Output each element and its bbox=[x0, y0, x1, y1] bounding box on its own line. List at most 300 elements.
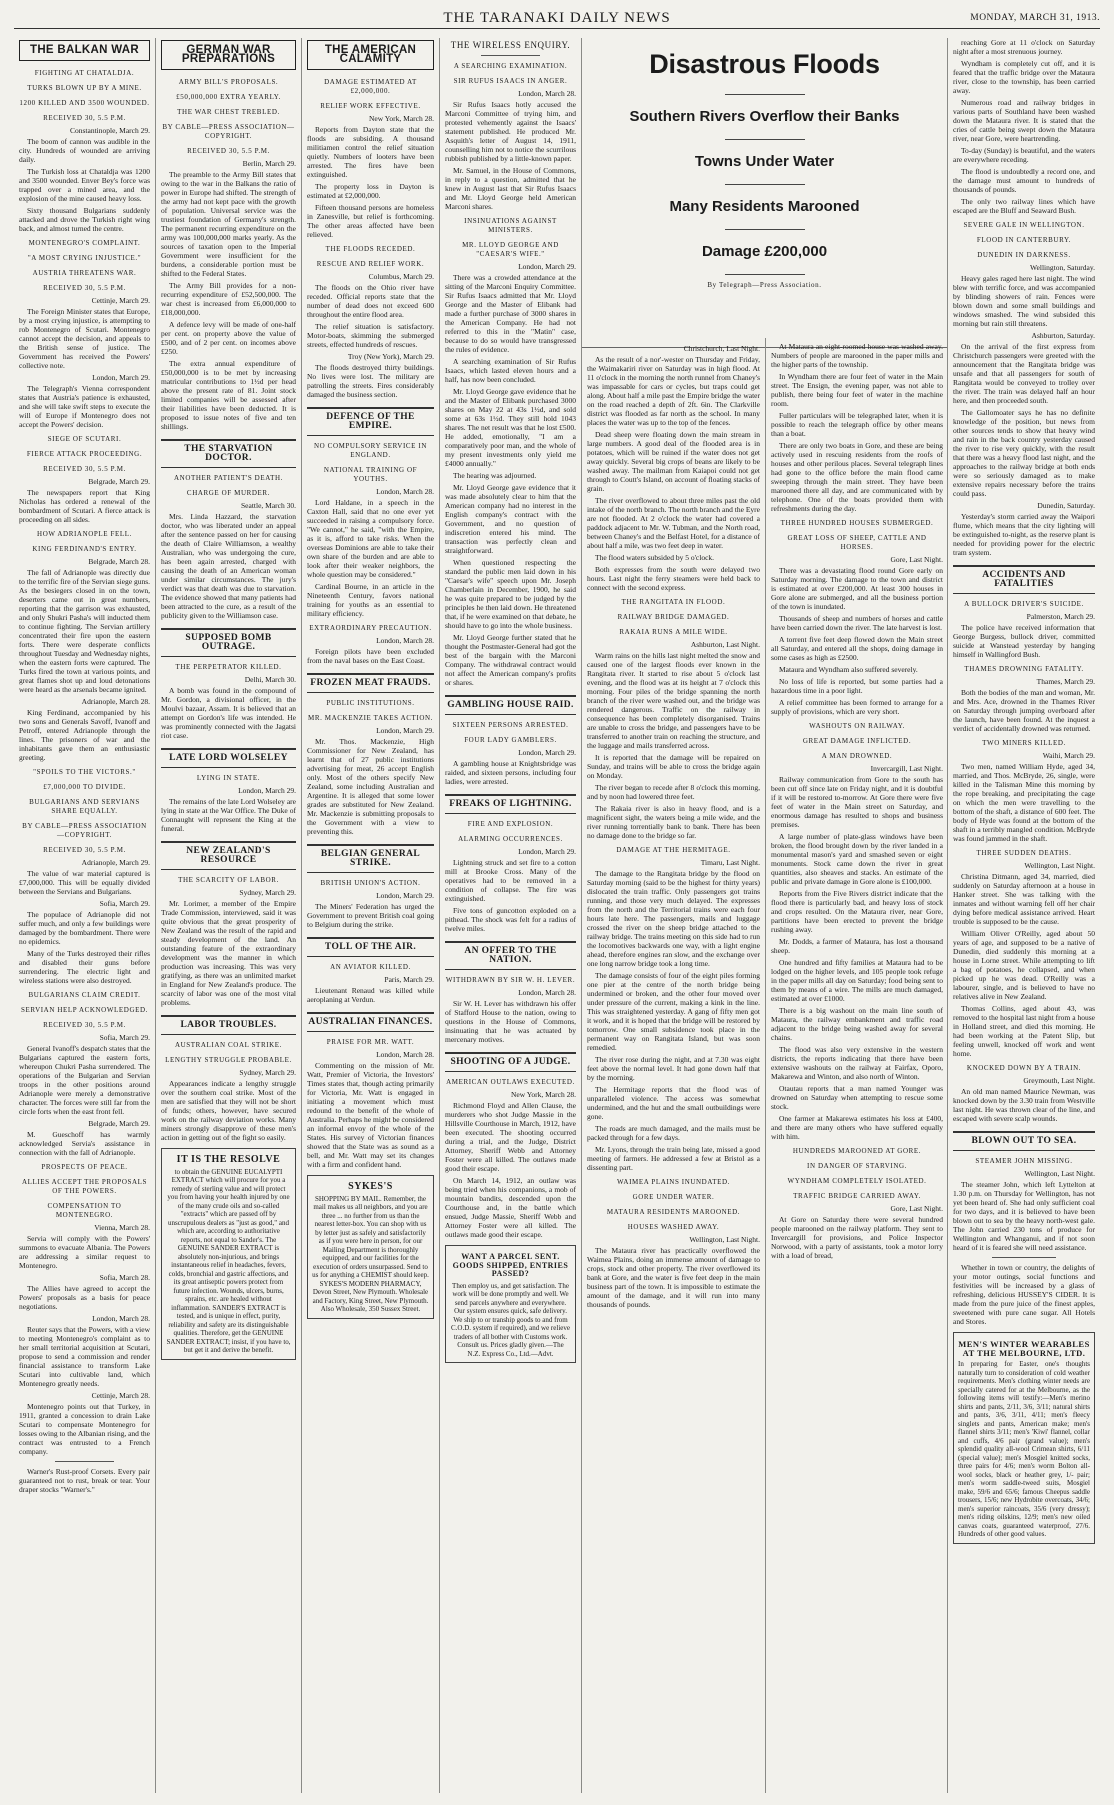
paragraph: Mataura and Wyndham also suffered severely. bbox=[779, 665, 918, 674]
paragraph: William Oliver O'Reilly, aged about 50 years of age, and supposed to be a native of Dunedin, died suddenly this morning at a house in Lorne street. While attempting to lift a bag of potatoes, he collapsed, and when picked up he was dead. O'Reilly was a labourer, single, and is believed to have no relatives alive in New Zealand. bbox=[953, 929, 1095, 1001]
dateline: Thames, March 29. bbox=[1036, 677, 1095, 686]
dateline: Sofia, March 29. bbox=[99, 899, 150, 908]
subhead: LENGTHY STRUGGLE PROBABLE. bbox=[165, 1056, 292, 1064]
paragraph: To-day (Sunday) is beautiful, and the waters are everywhere receding. bbox=[953, 146, 1095, 164]
subhead: GORE UNDER WATER. bbox=[632, 1193, 715, 1201]
paragraph: Lightning struck and set fire to a cotton mill at Brooke Cross. Many of the operatives had to be removed in a condition of collapse. The fire was extinguished. bbox=[445, 858, 576, 903]
paragraph: The roads are much damaged, and the mails must be packed through for a few days. bbox=[587, 1124, 760, 1142]
dateline: London, March 29. bbox=[376, 726, 434, 735]
paragraph: Sixty thousand Bulgarians suddenly attacked and drove the Turkish right wing back, and almost turned the centre. bbox=[19, 206, 150, 233]
dateline: Ashburton, Last Night. bbox=[690, 640, 760, 649]
paragraph: The extra annual expenditure of £50,000,000 is to be met by increasing matricular contributions to 1½d per head above the present rate of 81. Joint stock limited companies will be assessed after their liabilities have been deducted. It is proposed to issue notes of five and ten shillings. bbox=[161, 359, 296, 431]
paragraph: There are only two boats in Gore, and these are being actively used in rescuing residents from the roofs of houses and other perilous places. Several telegraph lines had gone to the office before the main flood came sweeping through the main street. They have been marooned there all day, and are communicated with by telephone. One of the boats provided them with refreshments during the day. bbox=[771, 441, 943, 513]
headline-damage: Damage £200,000 bbox=[701, 243, 828, 260]
paragraph: The boom of cannon was audible in the city. Hundreds of wounded are arriving daily. bbox=[19, 137, 150, 164]
subhead: A MAN DROWNED. bbox=[821, 752, 893, 760]
headline-towns-under-water: Towns Under Water bbox=[694, 153, 835, 170]
headline-belgian-strike: BELGIAN GENERAL STRIKE. bbox=[307, 844, 434, 873]
dateline: Delhi, March 30. bbox=[244, 675, 296, 684]
dateline: Belgrade, March 28. bbox=[88, 557, 150, 566]
paragraph: Otautau reports that a man named Younger was drowned on Saturday when attempting to rescue some stock. bbox=[771, 1084, 943, 1111]
dateline: London, March 28. bbox=[518, 89, 576, 98]
paragraph: The flood waters subsided by 5 o'clock. bbox=[595, 553, 715, 562]
headline-australian-finances: AUSTRALIAN FINANCES. bbox=[307, 1012, 434, 1032]
paragraph: The damage to the Rangitata bridge by the flood on Saturday morning (said to be the highest for thirty years) dislocated the train traffic. Only passengers got trains running, and those very much delayed. The expresses from the north and the Territorial trains were each four hours late here. The passengers, mails and luggage crossed the river on the sheep bridge attached to the railway bridge. The trains meeting on this side had to run the locomotives backwards one way, with a light engine ahead, therefore engines ran slow, and the exchange over one long narrow bridge took a long time. bbox=[587, 869, 760, 968]
paragraph: Christina Ditmann, aged 34, married, died suddenly on Saturday afternoon at a house in Hanker street. She was talking with the inmates and without warning fell off her chair dying before medical assistance arrived. Heart trouble is supposed to be the cause. bbox=[953, 872, 1095, 926]
subhead: THAMES DROWNING FATALITY. bbox=[964, 665, 1084, 673]
paragraph: A large number of plate-glass windows have been broken, the flood brought down by the river landed in a monumental mason's yard and smashed seven or eight monuments. Stock came down the river in great quantities, also sheaves and stacks. An estimate of the public and private damage in Gore alone is £100,000. bbox=[771, 832, 943, 886]
subhead: AN AVIATOR KILLED. bbox=[330, 963, 411, 971]
dateline: Invercargill, Last Night. bbox=[870, 764, 943, 773]
paragraph: There was a crowded attendance at the sitting of the Marconi Enquiry Committee. Sir Rufus Isaacs admitted that Mr. Lloyd George and the Master of Elibank had made a further purchase of 3000 shares in the American Company. He had not referred to this in the "Matin" case, because to do so would have transgressed the rules of evidence. bbox=[445, 273, 576, 354]
paragraph: The Rakaia river is also in heavy flood, and is a magnificent sight, the waters being a mile wide, and the river running torrentially bank to bank. There has been no damage done to the bridge so far. bbox=[587, 804, 760, 840]
subhead: NATIONAL TRAINING OF YOUTHS. bbox=[323, 466, 418, 483]
paragraph: Yesterday's storm carried away the Waipori flume, which means that the city lighting will be extinguished to-night, as the reserve plant is needed for providing power for the electric tram system. bbox=[953, 512, 1095, 557]
paragraph: The flood was also very extensive in the western districts, the reports indicating that there have been extensive washouts on the railway at Fairfax, Oporo, Makarewa and Winton, and also north of Winton. bbox=[771, 1045, 943, 1081]
paragraph: Mr. Lloyd George further stated that he thought the Postmaster-General had got the best of the bargain with the Marconi Company. The withdrawal contract would not affect the American company's profits or shares. bbox=[445, 633, 576, 687]
paragraph: A searching examination of Sir Rufus Isaacs, which lasted eleven hours and a half, has now been concluded. bbox=[445, 357, 576, 384]
subhead: MR. LLOYD GEORGE AND "CAESAR'S WIFE." bbox=[462, 241, 559, 258]
paragraph: reaching Gore at 11 o'clock on Saturday night after a most strenuous journey. bbox=[953, 38, 1095, 56]
headline-gambling-raid: GAMBLING HOUSE RAID. bbox=[445, 695, 576, 715]
subhead: "SPOILS TO THE VICTORS." bbox=[33, 768, 136, 776]
paragraph: The Allies have agreed to accept the Powers' proposals as a basis for peace negotiations. bbox=[19, 1284, 150, 1311]
divider bbox=[725, 229, 805, 230]
paragraph: In Wyndham there are four feet of water in the Main street. The Ensign, the evening paper, was not able to publish, there being four feet of water in the machine room. bbox=[771, 372, 943, 408]
headline-residents-marooned: Many Residents Marooned bbox=[669, 198, 860, 215]
dateline: Wellington, Last Night. bbox=[1024, 861, 1095, 870]
paragraph: Mr. Lorimer, a member of the Empire Trade Commission, interviewed, said it was quite obvious that the great prosperity of New Zealand was the result of the rapid and steady development of the land. An outstanding feature of the extraordinary development was the manner in which production was increasing. This was very gratifying, as there was an unlimited market in England for New Zealand's produce. The scarcity of labor was one of the most vital problems. bbox=[161, 899, 296, 1007]
subhead: STEAMER JOHN MISSING. bbox=[975, 1157, 1073, 1165]
dateline: Sydney, March 29. bbox=[239, 888, 296, 897]
subhead: THE PERPETRATOR KILLED. bbox=[175, 663, 282, 671]
paragraph: The Miners' Federation has urged the Government to prevent British coal going to Belgium during the strike. bbox=[307, 902, 434, 929]
paragraph: Reuter says that the Powers, with a view to meeting Montenegro's complaint as to her small territorial acquisition at Scutari, propose to send a commission and render financial assistance to transform Lake Scutari into cultivable land, which Montenegro greatly needs. bbox=[19, 1325, 150, 1388]
paragraph: The Foreign Minister states that Europe, by a most crying injustice, is attempting to rob Montenegro of Scutari. Montenegro cannot accept the decision, and appeals to the British sense of justice. The Government has received the Powers' collective note. bbox=[19, 307, 150, 370]
paragraph: Fifteen thousand persons are homeless in Zanesville, but relief is forthcoming. The other areas affected have been relieved. bbox=[307, 203, 434, 239]
subhead: MONTENEGRO'S COMPLAINT. bbox=[28, 239, 141, 247]
advert-text: Then employ us, and get satisfaction. The work will be done promptly and well. We send parcels anywhere and everywhere. Our system ensures quick, safe delivery. We ship to or tranship goods to and from C.O.D. system if required), and we relieve traders of all bother with Customs work. Consult us. Prices gladly given.—The N.Z. Express Co., Ltd.—Advt. bbox=[451, 1281, 570, 1358]
received-line: RECEIVED 30, 5.5 P.M. bbox=[43, 284, 126, 292]
dateline: Cettinje, March 29. bbox=[91, 296, 150, 305]
paragraph: The value of war material captured is £7,000,000. This will be equally divided between the Servians and Bulgarians. bbox=[19, 869, 150, 896]
headline-freaks-lightning: FREAKS OF LIGHTNING. bbox=[445, 794, 576, 814]
paragraph: Appearances indicate a lengthy struggle over the southern coal strike. Most of the men are satisfied that they will not be short of funds; others, however, have secured work on the railway deviation works. Many miners strongly disapprove of these men's action in getting out of the fight so easily. bbox=[161, 1079, 296, 1142]
paragraph: Numerous road and railway bridges in various parts of Southland have been washed down the Mataura river. It is stated that the cries of cattle being swept down the Mataura river, near Gore, were heartrending. bbox=[953, 98, 1095, 143]
paragraph: Fuller particulars will be telegraphed later, when it is possible to reach the telegraph office by other means than a boat. bbox=[771, 411, 943, 438]
paragraph: The property loss in Dayton is estimated at £2,000,000. bbox=[307, 182, 434, 200]
divider bbox=[725, 94, 805, 95]
paragraph: No loss of life is reported, but some parties had a hazardous time in a poor light. bbox=[771, 677, 943, 695]
paragraph: A torrent five feet deep flowed down the Main street all Saturday, and entered all the shops, doing damage in some cases as high as £2500. bbox=[771, 635, 943, 662]
subhead: ARMY BILL'S PROPOSALS. bbox=[178, 78, 279, 86]
headline-nz-resource: NEW ZEALAND'S RESOURCE bbox=[161, 841, 296, 870]
dateline: Christchurch, Last Night. bbox=[683, 344, 760, 353]
paragraph: Thousands of sheep and numbers of horses and cattle have been carried down the river. The late harvest is lost. bbox=[771, 614, 943, 632]
dateline: London, March 28. bbox=[518, 988, 576, 997]
dateline: Columbus, March 29. bbox=[368, 272, 434, 281]
subhead: FIRE AND EXPLOSION. bbox=[467, 820, 554, 828]
divider bbox=[725, 184, 805, 185]
paragraph: Heavy gales raged here last night. The wind blew with terrific force, and was accompanied by blinding showers of rain. Fences were blown down and some small buildings and windows smashed. The wind subsided this morning but rain still threatens. bbox=[953, 274, 1095, 328]
subhead: FIGHTING AT CHATALDJA. bbox=[34, 69, 135, 77]
paragraph: Reports from Dayton state that the floods are subsiding. A thousand militiamen control the relief situation quietly. Numbers of looters have been arrested. The fires have been extinguished. bbox=[307, 125, 434, 179]
subhead: MATAURA RESIDENTS MAROONED. bbox=[606, 1208, 741, 1216]
paragraph: An old man named Maurice Newman, was knocked down by the 3.30 train from Westville last night. He was thrown clear of the line, and escaped with severe scalp wounds. bbox=[953, 1087, 1095, 1123]
dateline: Paris, March 29. bbox=[384, 975, 434, 984]
dateline: London, March 29. bbox=[518, 748, 576, 757]
paragraph: Mr. Dodds, a farmer of Mataura, has lost a thousand sheep. bbox=[771, 937, 943, 955]
subhead: DAMAGE ESTIMATED AT £2,000,000. bbox=[324, 78, 417, 95]
subhead: NO COMPULSORY SERVICE IN ENGLAND. bbox=[314, 442, 427, 459]
dateline: Adrianople, March 29. bbox=[81, 858, 150, 867]
subhead: RELIEF WORK EFFECTIVE. bbox=[320, 102, 421, 110]
byline: By Telegraph—Press Association. bbox=[707, 281, 822, 289]
subhead: BRITISH UNION'S ACTION. bbox=[320, 879, 421, 887]
subhead: WAIMEA PLAINS INUNDATED. bbox=[617, 1178, 730, 1186]
dateline: New York, March 28. bbox=[511, 1090, 576, 1099]
dateline: Vienna, March 28. bbox=[94, 1223, 150, 1232]
column-german-war bbox=[156, 38, 302, 1793]
subhead: £50,000,000 EXTRA YEARLY. bbox=[176, 93, 281, 101]
paragraph: Mrs. Linda Hazzard, the starvation doctor, who was liberated under an appeal after the sentence passed on her for causing the death of Claire Williamson, a wealthy Australian, who was undergoing the cure, has been again arrested, charged with causing the death of an American woman under similar circumstances. The jury's verdict was that death was due to starvation. The evidence showed that many patients had been attracted to the cure, as a result of the publicity given to the Williamson case. bbox=[161, 512, 296, 620]
subhead: £7,000,000 TO DIVIDE. bbox=[43, 783, 126, 791]
received-line: RECEIVED 30, 5.5 P.M. bbox=[43, 114, 126, 122]
subhead: LYING IN STATE. bbox=[196, 774, 261, 782]
dateline: Seattle, March 30. bbox=[241, 501, 296, 510]
paragraph: The river overflowed to about three miles past the old intake of the north branch. The north branch and the Eyre are not flooded. At 2 o'clock the water had covered a paddock adjacent to Mr. W. Tubman, and the North road, between Chaney's and the Belfast Hotel, for a distance of about half a mile, was two feet deep in water. bbox=[587, 496, 760, 550]
paragraph: The Turkish loss at Chataldja was 1200 and 3500 wounded. Enver Bey's force was trapped over a mined area, and the explosion of the mine caused heavy loss. bbox=[19, 167, 150, 203]
paragraph: Two men, named William Hyde, aged 34, married, and Thos. McBryde, 26, single, were killed in the Talisman Mine this morning by the rope breaking, and precipitating the cage on which the men were travelling to the bottom of the shaft, a distance of 600 feet. The body of Hyde was found at the bottom of the shaft in a terribly mangled condition. McBryde was found jammed in the shaft. bbox=[953, 762, 1095, 843]
advert-text: to obtain the GENUINE EUCALYPTI EXTRACT which will procure for you a remedy of sterling value and will protect you from having your health injured by one of the many crude oils and so-called "extracts" which are passed off by unscrupulous dealers as "just as good," and which are, according to authoritative reports, not equal to Sander's. The GENUINE SANDER EXTRACT is absolutely non-injurious, and brings instantaneous relief in headaches, fevers, colds, bronchial and gastric affections, and its great antiseptic powers protect from future infection. Wounds, ulcers, burns, sprains, etc. are healed without inflammation. SANDER'S EXTRACT is tested, and is unique in effect, purity, reliability and safety are its distinguishable qualities. Therefore, get the GENUINE SANDER EXTRACT; insist, if you have to, but get it and derive the benefit. bbox=[166, 1167, 291, 1354]
advert-title: SYKES'S bbox=[348, 1181, 393, 1192]
paragraph: The river rose during the night, and at 7.30 was eight feet above the normal level. It had gone down half that by the morning. bbox=[587, 1055, 760, 1082]
subhead: THREE SUDDEN DEATHS. bbox=[976, 849, 1072, 857]
subhead: KNOCKED DOWN BY A TRAIN. bbox=[966, 1064, 1082, 1072]
paragraph: The floods on the Ohio river have receded. Official reports state that the number of dead does not exceed 600 throughout the entire flood area. bbox=[307, 283, 434, 319]
paragraph: The fall of Adrianople was directly due to the terrific fire of the Servian siege guns. As the besiegers closed in on the town, deserters came out in great numbers, reporting that the garrison was exhausted, and only Shukri Pasha's will inducted them to continue fighting. The Servian artillery concentrated their fire upon the eastern forts. There were desperate conflicts throughout Tuesday and Wednesday nights, when the eastern forts were captured. The Turks fired the town at various points, and great flames shot up and loud detonations were heard as the arsenals became ignited. bbox=[19, 568, 150, 694]
dateline: Sofia, March 29. bbox=[99, 1033, 150, 1042]
paragraph: There is a big washout on the main line south of Mataura, the railway embankment and traffic road adjacent to the bridge being washed away for several chains. bbox=[771, 1006, 943, 1042]
headline-shooting-judge: SHOOTING OF A JUDGE. bbox=[445, 1052, 576, 1072]
subhead: SIXTEEN PERSONS ARRESTED. bbox=[452, 721, 569, 729]
subhead: BULGARIANS AND SERVIANS SHARE EQUALLY. bbox=[29, 798, 140, 815]
subhead: ALARMING OCCURRENCES. bbox=[458, 835, 563, 843]
paragraph: Cardinal Bourne, in an article in the Nineteenth Century, favors national training for youths as an essential to military efficiency. bbox=[307, 582, 434, 618]
headline-wireless-enquiry: THE WIRELESS ENQUIRY. bbox=[450, 40, 571, 50]
subhead: SEVERE GALE IN WELLINGTON. bbox=[963, 221, 1085, 229]
dateline: Berlin, March 29. bbox=[242, 159, 296, 168]
paragraph: A relief committee has been formed to arrange for a supply of provisions, which are very short. bbox=[771, 698, 943, 716]
column-accidents bbox=[948, 38, 1100, 1793]
dateline: Belgrade, March 29. bbox=[88, 1119, 150, 1128]
subhead: MR. MACKENZIE TAKES ACTION. bbox=[308, 714, 433, 722]
paragraph: There was a devastating flood round Gore early on Saturday morning. The damage to the town and district is estimated at over £200,000. At least 300 houses in Gore alone are submerged, and all the business portion of the town is inundated. bbox=[771, 566, 943, 611]
subhead: WASHOUTS ON RAILWAY. bbox=[809, 722, 905, 730]
subhead: RESCUE AND RELIEF WORK. bbox=[316, 260, 425, 268]
subhead: FIERCE ATTACK PROCEEDING. bbox=[26, 450, 143, 458]
headline-labor-troubles: LABOR TROUBLES. bbox=[161, 1015, 296, 1035]
paragraph: Richmond Floyd and Allen Clause, the murderers who shot Judge Massie in the Hillsville Courthouse in March, 1912, have been executed. The shooting occurred during a trial, and the Judge, District Attorney, Sheriff Webb and Attorney Foster were all killed. The outlaws made good their escape. bbox=[445, 1101, 576, 1173]
headline-blown-out-to-sea: BLOWN OUT TO SEA. bbox=[953, 1131, 1095, 1151]
dateline: Ashburton, Saturday. bbox=[1031, 331, 1095, 340]
floods-headline-block bbox=[582, 48, 947, 348]
subhead: WYNDHAM COMPLETELY ISOLATED. bbox=[787, 1177, 927, 1185]
subhead: DUNEDIN IN DARKNESS. bbox=[977, 251, 1071, 259]
dateline: Sydney, March 29. bbox=[239, 1068, 296, 1077]
floods-column-a bbox=[582, 338, 766, 1793]
cable-line: BY CABLE—PRESS ASSOCIATION—COPYRIGHT. bbox=[22, 822, 147, 839]
paragraph: Railway communication from Gore to the south has been cut off since late on Friday night, and it is doubtful if it will be restored to-morrow. At Gore there were five feet of water in the Main street on Saturday, and enormous damage has resulted to shops and business premises. bbox=[771, 775, 943, 829]
dateline: London, March 28. bbox=[376, 487, 434, 496]
subhead: A BULLOCK DRIVER'S SUICIDE. bbox=[964, 600, 1084, 608]
paragraph: Mr. Lloyd George gave evidence that he and the Master of Elibank purchased 3000 shares on May 22 at 43s 1½d, and sold some at 63s 1½d. They still hold 1043 shares. The net result was that he lost £500. He added, emotionally, "I am a comparatively poor man, and the whole of my present investments only yield me £4000 annually." bbox=[445, 387, 576, 468]
paragraph: One farmer at Makarewa estimates his loss at £400, and there are many others who have suffered equally with him. bbox=[771, 1114, 943, 1141]
subhead: BULGARIANS CLAIM CREDIT. bbox=[28, 991, 141, 999]
paragraph: General Ivanoff's despatch states that the Bulgarians captured the eastern forts, whereupon Chukri Pasha surrendered. The operations of the Bulgarian and Servian troops in the other positions around Adrianople were merely a demonstrative character. The forces were still far from the circle forts when the east front fell. bbox=[19, 1044, 150, 1116]
divider bbox=[725, 274, 805, 275]
paragraph: Commenting on the mission of Mr. Watt, Premier of Victoria, the Investors' Times states that, though acting primarily for Victoria, Mr. Watt is engaged in initiating a movement which must redound to the benefit of the whole of Australia. Perhaps he might be considered an informal envoy of the whole of the States. His survey of Victorian finances showed that the State was as sound as a bell, and Mr. Watt may set its changes with a firm and confident hand. bbox=[307, 1061, 434, 1169]
subhead: GREAT LOSS OF SHEEP, CATTLE AND HORSES. bbox=[787, 534, 927, 551]
subhead: TURKS BLOWN UP BY A MINE. bbox=[27, 84, 142, 92]
paragraph: The Mataura river has practically overflowed the Waimea Plains, doing an immense amount of damage to crops, stock and other property. The river overflowed its bank at Gore, and the water is five feet deep in the main business part of the town. It is impossible to estimate the amount of the damage, and it will run into many thousands of pounds. bbox=[587, 1246, 760, 1309]
dateline: Adrianople, March 28. bbox=[81, 697, 150, 706]
subhead: RAILWAY BRIDGE DAMAGED. bbox=[617, 613, 730, 621]
subhead: THE FLOODS RECEDED. bbox=[325, 245, 416, 253]
subhead: 1200 KILLED AND 3500 WOUNDED. bbox=[19, 99, 150, 107]
advert-sykes bbox=[307, 1175, 434, 1319]
masthead bbox=[14, 8, 1100, 29]
advert-corsets: Warner's Rust-proof Corsets. Every pair guaranteed not to rust, break or tear. Your draper stocks "Warner's." bbox=[19, 1467, 150, 1494]
dateline: Gore, Last Night. bbox=[890, 555, 943, 564]
dateline: London, March 28. bbox=[376, 1050, 434, 1059]
subhead: DAMAGE AT THE HERMITAGE. bbox=[616, 846, 731, 854]
newspaper-title: THE TARANAKI DAILY NEWS bbox=[443, 9, 671, 26]
headline-toll-air: TOLL OF THE AIR. bbox=[307, 937, 434, 957]
paragraph: Five tons of guncotton exploded on a pithead. The shock was felt for a radius of twelve miles. bbox=[445, 906, 576, 933]
subhead: KING FERDINAND'S ENTRY. bbox=[32, 545, 137, 553]
received-line: RECEIVED 30, 5.5 P.M. bbox=[43, 1021, 126, 1029]
paragraph: Many of the Turks destroyed their rifles and disabled their guns before surrendering. The electric light and wireless stations were also destroyed. bbox=[19, 949, 150, 985]
subhead: THE WAR CHEST TREBLED. bbox=[177, 108, 280, 116]
paragraph: Dead sheep were floating down the main stream in large numbers. A good deal of the flooded area is in potatoes, which will be ruined if the water does not get away quickly. Several big crops of beans are likely to be washed away. The mailman from Kaiapoi could not get through to Coutt's Island, on account of floating stacks of grain. bbox=[587, 430, 760, 493]
paragraph: The remains of the late Lord Wolseley are lying in state at the War Office. The Duke of Connaught will represent the King at the funeral. bbox=[161, 797, 296, 833]
paragraph: M. Gueschoff has warmly acknowledged Servia's assistance in connection with the fall of Adrianople. bbox=[19, 1130, 150, 1157]
paragraph: A bomb was found in the compound of Mr. Gordon, a divisional officer, in the Moulvi bazaar, Assam. It is believed that an attempt on Gordon's life was intended. He was prominently connected with the Jagatsi riot case. bbox=[161, 686, 296, 740]
paragraph: The floods destroyed thirty buildings. No lives were lost. The military are patrolling the streets. Fires considerably damaged the business section. bbox=[307, 363, 434, 399]
paragraph: It is reported that the damage will be repaired on Sunday, and trains will be able to cross the bridge again on Monday. bbox=[587, 753, 760, 780]
headline-accidents-fatalities: ACCIDENTS AND FATALITIES bbox=[953, 565, 1095, 594]
subhead: TRAFFIC BRIDGE CARRIED AWAY. bbox=[793, 1192, 921, 1200]
subhead: PUBLIC INSTITUTIONS. bbox=[326, 699, 415, 707]
divider bbox=[55, 1461, 114, 1462]
paragraph: Foreign pilots have been excluded from the naval bases on the East Coast. bbox=[307, 647, 434, 665]
dateline: Constantinople, March 29. bbox=[70, 126, 150, 135]
subhead: EXTRAORDINARY PRECAUTION. bbox=[309, 624, 432, 632]
advert-eucalypti bbox=[161, 1148, 296, 1360]
dateline: Sofia, March 28. bbox=[99, 1273, 150, 1282]
headline-frozen-meat: FROZEN MEAT FRAUDS. bbox=[307, 673, 434, 693]
divider bbox=[992, 1257, 1056, 1258]
dateline: Palmerston, March 29. bbox=[1026, 612, 1095, 621]
columns bbox=[14, 38, 1100, 1793]
dateline: Cettinje, March 28. bbox=[91, 1391, 150, 1400]
paragraph: The river began to recede after 8 o'clock this morning, and by noon had lowered three feet. bbox=[587, 783, 760, 801]
paragraph: Wyndham is completely cut off, and it is feared that the traffic bridge over the Mataura river, close to the township, has been carried away. bbox=[953, 59, 1095, 95]
paragraph: Both the bodies of the man and woman, Mr. and Mrs. Ace, drowned in the Thames River on Saturday through jumping overboard after the launch, have been found. At the inquest a verdict of accidentally drowned was returned. bbox=[953, 688, 1095, 733]
subhead: COMPENSATION TO MONTENEGRO. bbox=[47, 1202, 122, 1219]
dateline: Timaru, Last Night. bbox=[700, 858, 760, 867]
subhead: SIR RUFUS ISAACS IN ANGER. bbox=[453, 77, 568, 85]
dateline: Wellington, Saturday. bbox=[1030, 263, 1095, 272]
advert-cider: Whether in town or country, the delights of your motor outings, social functions and festivities will be increased by a glass of refreshing, delicious HUSSEY'S CIDER. It is made from the pure juice of the finest apples, sweetened with pure cane sugar. All Hotels and Stores. bbox=[953, 1263, 1095, 1326]
dateline: London, March 29. bbox=[518, 262, 576, 271]
subhead: THREE HUNDRED HOUSES SUBMERGED. bbox=[780, 519, 934, 527]
advert-title: MEN'S WINTER WEARABLES AT THE MELBOURNE, LTD. bbox=[958, 1339, 1090, 1358]
column-american-calamity bbox=[302, 38, 440, 1793]
subhead: PROSPECTS OF PEACE. bbox=[41, 1163, 128, 1171]
dateline: Wellington, Last Night. bbox=[689, 1235, 760, 1244]
paragraph: Mr. Lloyd George gave evidence that it was made absolutely clear to him that the American company had no interest in the English company's contract with the Government, and no question of indiscretion entered his mind. The transaction was perfectly clean and straightforward. bbox=[445, 483, 576, 555]
dateline: New York, March 28. bbox=[369, 114, 434, 123]
column-wireless-enquiry bbox=[440, 38, 582, 1793]
headline-bomb-outrage: SUPPOSED BOMB OUTRAGE. bbox=[161, 628, 296, 657]
paragraph: The Hermitage reports that the flood was of unparalleled violence. The access was somewhat undermined, and the hut and the small outbuildings were gone. bbox=[587, 1085, 760, 1121]
dateline: Gore, Last Night. bbox=[890, 1204, 943, 1213]
advert-melbourne bbox=[953, 1332, 1095, 1544]
dateline: London, March 28. bbox=[92, 1314, 150, 1323]
paragraph: The Gallomoater says he has no definite knowledge of the position, but news from other sources tends to show that heavy wind and rain in the back country yesterday caused the river to rise very quickly, with the result that there was a heavy flood last night, and the approaches to the railway bridge at both ends were so seriously damaged as to make extensive repairs necessary before the trains could pass. bbox=[953, 408, 1095, 498]
paragraph: The only two railway lines which have escaped are the Bluff and Seaward Bush. bbox=[953, 197, 1095, 215]
advert-title: WANT A PARCEL SENT. GOODS SHIPPED, ENTRIES PASSED? bbox=[452, 1252, 569, 1278]
headline-american-calamity: THE AMERICAN CALAMITY bbox=[307, 40, 434, 70]
headline-lord-wolseley: LATE LORD WOLSELEY bbox=[161, 748, 296, 768]
subhead: HOW ADRIANOPLE FELL. bbox=[37, 530, 132, 538]
received-line: RECEIVED 30, 5.5 P.M. bbox=[187, 147, 270, 155]
paragraph: King Ferdinand, accompanied by his two sons and Generals Savoff, Ivanoff and Petroff, entered Adrianople through the lines. The prisoners of war and the inhabitants gave them an enthusiastic greeting. bbox=[19, 708, 150, 762]
subhead: WITHDRAWN BY SIR W. H. LEVER. bbox=[445, 976, 576, 984]
subhead: HUNDREDS MAROONED AT GORE. bbox=[792, 1147, 922, 1155]
received-line: RECEIVED 30, 5.5 P.M. bbox=[43, 465, 126, 473]
headline-offer-nation: AN OFFER TO THE NATION. bbox=[445, 941, 576, 970]
advert-text: SHOPPING BY MAIL. Remember, the mail makes us all neighbors, and you are three ... no further from us than the nearest letter-box. You can shop with us by letter just as safely and satisfactorily as if you were here in person, for our Mailing Department is thoroughly equipped, and our facilities for the execution of orders unsurpassed. Send to us for anything a CHEMIST should keep. SYKES'S MODERN PHARMACY, Devon Street, New Plymouth. Wholesale and Factory, King Street, New Plymouth. Also Wholesale, 350 Sussex Street. bbox=[312, 1194, 429, 1313]
paragraph: Lieutenant Renaud was killed while aeroplaning at Verdun. bbox=[307, 986, 434, 1004]
paragraph: One hundred and fifty families at Mataura had to be lodged on the higher levels, and 105 people took refuge in the paper mills all day on Saturday; food being sent to them by means of a wire. The mills are much damaged, estimated at over £1000. bbox=[771, 958, 943, 1003]
paragraph: The preamble to the Army Bill states that owing to the war in the Balkans the ratio of power in Europe had shifted. The strength of the army had not kept pace with the growth of population. Universal service was the trustiest foundation of Germany's strength. The permanent recurring expenditure on the army was 100,000,000 marks yearly. As the sources of taxation open to the Imperial Government were insufficient for the burdens, a considerable portion must be shifted to the Federal States. bbox=[161, 170, 296, 278]
dateline: Dunedin, Saturday. bbox=[1037, 501, 1095, 510]
dateline: London, March 28. bbox=[376, 636, 434, 645]
paragraph: Sir W. H. Lever has withdrawn his offer of Stafford House to the nation, owing to questions in the House of Commons, insinuating that he was actuated by mercenary motives. bbox=[445, 999, 576, 1044]
paragraph: Servia will comply with the Powers' summons to evacuate Albania. The Powers are addressing a similar request to Montenegro. bbox=[19, 1234, 150, 1270]
advert-title: IT IS THE RESOLVE bbox=[176, 1154, 281, 1165]
dateline: London, March 29. bbox=[376, 891, 434, 900]
paragraph: The relief situation is satisfactory. Motor-boats, skimming the submerged streets, effected hundreds of rescues. bbox=[307, 322, 434, 349]
subhead: RAKAIA RUNS A MILE WIDE. bbox=[619, 628, 728, 636]
paragraph: At Gore on Saturday there were several hundred people marooned on the railway platform. They sent to Invercargill for provisions, and Police Inspector Norwood, with a party of assistants, took a motor lorry with a load of bread, bbox=[771, 1215, 943, 1260]
advert-text: In preparing for Easter, one's thoughts naturally turn to consideration of cold weather requirements. Men's clothing winter needs are specially catered for at the Melbourne, as the following items will testify:—Men's merino shirts and pants, 2/11, 3/6, 3/11; natural shirts and pants, 3/6, 3/11, 4/11; men's fleecy singlets and pants, American make; men's flannel shirts 3/11; men's 'Kiwi' flannel, collar and cuffs, 4/6 pair (grand value); men's splendid quality all-wool Crimean shirts, 6/11 (special value); men's Mosgiel knitted socks, three pairs for 4/6; men's worm Bolton all-wool socks, black or heather grey, 1/- pair; men's worm saddle-tweed suits, Mosgiel make, 59/6 and 65/6; famous Cheepus saddle trousers, 15/6; new Hydrobite overcoats, 34/6; men's superior raincoats, 35/6 (very dressy); men's riding oilskins, 12/9; men's new oiled canvas coats, guaranteed waterproof, 27/6. Hundreds of other good values. bbox=[958, 1360, 1090, 1538]
subhead: SERVIAN HELP ACKNOWLEDGED. bbox=[21, 1006, 148, 1014]
paragraph: Both expresses from the south were delayed two hours. Last night the ferry steamers were held back to connect with the second express. bbox=[587, 565, 760, 592]
paragraph: Reports from the Five Rivers district indicate that the flood there is particularly bad, and heavy loss of stock and crops resulted. On the Mataura river, near Gore, partitions have been erected to prevent the bridge rushing away. bbox=[771, 889, 943, 934]
subhead: AUSTRIA THREATENS WAR. bbox=[32, 269, 137, 277]
paragraph: As the result of a nor'-wester on Thursday and Friday, the Waimakariri river on Saturday was in high flood. At 11 o'clock in the morning the north runnel from Chaney's was impassable for cars or cycles, but traps could get along. About half a mile past the Empire bridge the water on the road reached a depth of 2ft. 6in. The Clarkville district was flooded as far north as the school. In many places the water was up to the top of the fences. bbox=[587, 355, 760, 427]
subhead: THE SCARCITY OF LABOR. bbox=[178, 876, 279, 884]
subhead: A SEARCHING EXAMINATION. bbox=[453, 62, 568, 70]
subhead: THE RANGITATA IN FLOOD. bbox=[621, 598, 726, 606]
paragraph: The police have received information that George Burgess, bullock driver, committed suicide at Wanstead yesterday by hanging himself in Wallingford Bush. bbox=[953, 623, 1095, 659]
paragraph: The newspapers report that King Nicholas has ordered a renewal of the bombardment of Scutari. A fierce attack is proceeding on all sides. bbox=[19, 488, 150, 524]
paragraph: The Telegraph's Vienna correspondent states that Austria's patience is exhausted, and she will take swift steps to execute the will of Europe if Montenegro does not accept the Powers' decision. bbox=[19, 384, 150, 429]
paragraph: Thomas Collins, aged about 43, was removed to the hospital last night from a house in Holland street, and died this morning. He had been working at the Patent Slip, but feeling unwell, knocked off work and went home. bbox=[953, 1004, 1095, 1058]
dateline: London, March 29. bbox=[92, 373, 150, 382]
dateline: Greymouth, Last Night. bbox=[1023, 1076, 1095, 1085]
headline-balkan-war: THE BALKAN WAR bbox=[19, 40, 150, 61]
paragraph: The steamer John, which left Lyttelton at 1.30 p.m. on Thursday for Wellington, has not yet been heard of. She had only sufficient coal for two days, and it is believed to have been blown out to sea by the heavy north-west gale. The John carried 230 tons of produce for Wellington and Whanganui, and if not soon heard of it is feared she will need assistance. bbox=[953, 1180, 1095, 1252]
subhead: FLOOD IN CANTERBURY. bbox=[976, 236, 1072, 244]
subhead: ALLIES ACCEPT THE PROPOSALS OF THE POWERS. bbox=[21, 1178, 148, 1195]
paragraph: The Army Bill provides for a non-recurring expenditure of £52,500,000. The war chest is increased from £6,000,000 to £18,000,000. bbox=[161, 281, 296, 317]
dateline: Troy (New York), March 29. bbox=[347, 352, 434, 361]
subhead: AMERICAN OUTLAWS EXECUTED. bbox=[446, 1078, 575, 1086]
paragraph: Mr. Samuel, in the House of Commons, in reply to a question, admitted that he knew in August last that Sir Rufus Isaacs and Mr. Lloyd George held American Marconi shares. bbox=[445, 166, 576, 211]
paragraph: Lord Haldane, in a speech in the Caxton Hall, said that no one ever yet succeeded in raising a compulsory force. "We cannot," he said, "with the Empire, as it is, afford to take risks. When the overseas Dominions are able to take their own share of the burden and are able to look after their weaker neighbors, the whole question may be considered." bbox=[307, 498, 434, 579]
dateline: Waihi, March 29. bbox=[1042, 751, 1095, 760]
subhead: AUSTRALIAN COAL STRIKE. bbox=[174, 1041, 283, 1049]
subhead: PRAISE FOR MR. WATT. bbox=[326, 1038, 415, 1046]
paragraph: On March 14, 1912, an outlaw was being tried when his companions, a mob of mountain bandits, descended upon the Courthouse and, in the battle which ensued, Judge Massie, Sheriff Webb and Attorney Foster were all killed. The outlaws made good their escape. bbox=[445, 1176, 576, 1239]
paragraph: When questioned respecting the standard the public men laid down in his "Caesar's wife" speech upon Mr. Joseph Chamberlain in December, 1900, he said he was quite prepared to be judged by the principles he then laid down. He threatened that, if he were examined on that debate, he should have to go into the whole business. bbox=[445, 558, 576, 630]
paragraph: The hearing was adjourned. bbox=[453, 471, 537, 480]
advert-express-co bbox=[445, 1245, 576, 1363]
headline-southern-rivers: Southern Rivers Overflow their Banks bbox=[629, 108, 900, 125]
subhead: HOUSES WASHED AWAY. bbox=[627, 1223, 720, 1231]
headline-german-war: GERMAN WAR PREPARATIONS bbox=[161, 40, 296, 70]
paragraph: The populace of Adrianople did not suffer much, and only a few buildings were damaged by the bombardment. There were no epidemics. bbox=[19, 910, 150, 946]
paragraph: A gambling house at Knightsbridge was raided, and sixteen persons, including four ladies, were arrested. bbox=[445, 759, 576, 786]
subhead: "A MOST CRYING INJUSTICE." bbox=[27, 254, 142, 262]
dateline: London, March 29. bbox=[518, 847, 576, 856]
divider bbox=[481, 55, 540, 56]
column-disastrous-floods bbox=[582, 38, 948, 1793]
paragraph: A defence levy will be made of one-half per cent. on property above the value of £500, and of 2 per cent. on incomes above £250. bbox=[161, 320, 296, 356]
paragraph: The damage consists of four of the eight piles forming one pier at the centre of the north bridge being undermined or broken, and the other four moved over under pressure of the current, making a kink in the line. This was straightened yesterday. A gang of fifty men got it work, and it is hoped that the bridge will be restored by tomorrow. One small subsidence took place in the permanent way on Rangitata Island, but was soon remedied. bbox=[587, 971, 760, 1052]
received-line: RECEIVED 30, 5.5 P.M. bbox=[43, 846, 126, 854]
subhead: SIEGE OF SCUTARI. bbox=[47, 435, 122, 443]
paragraph: Mr. Lyons, through the train being late, missed a good meeting of farmers. He addressed a few at Bristol as a dissenting part. bbox=[587, 1145, 760, 1172]
subhead: ANOTHER PATIENT'S DEATH. bbox=[174, 474, 283, 482]
paragraph: On the arrival of the first express from Christchurch passengers were greeted with the announcement that the Rangitata bridge was unsafe and that all passengers for south of Rangitata would be conveyed to trolley over the river. The train was delayed half an hour here, and then proceeded south. bbox=[953, 342, 1095, 405]
divider bbox=[725, 139, 805, 140]
headline-defence-empire: DEFENCE OF THE EMPIRE. bbox=[307, 407, 434, 436]
subhead: GREAT DAMAGE INFLICTED. bbox=[802, 737, 912, 745]
subhead: IN DANGER OF STARVING. bbox=[807, 1162, 907, 1170]
cable-line: BY CABLE—PRESS ASSOCIATION—COPYRIGHT. bbox=[162, 123, 295, 140]
issue-date: MONDAY, MARCH 31, 1913. bbox=[970, 13, 1100, 23]
headline-disastrous-floods: Disastrous Floods bbox=[649, 49, 880, 79]
paragraph: Warm rains on the hills last night melted the snow and caused one of the largest floods ever known in the Rangitata river. It started to rise about 5 o'clock last evening, and the flood was at its height at 7 o'clock this morning. Four piles of the bridge spanning the north branch of the river were washed out, and the bridge was rendered dangerous. Traffic on the railway in consequence has been completely disorganised. Trains are unable to cross the bridge, and passengers have to be transferred to another train on reaching the structure, and the luggage and mails transferred across. bbox=[587, 651, 760, 750]
paragraph: Montenegro points out that Turkey, in 1911, granted a concession to drain Lake Scutari to compensate Montenegro for losses owing to the Albanian rising, and the contract was entrusted to a French company. bbox=[19, 1402, 150, 1456]
floods-column-b bbox=[766, 338, 948, 1793]
paragraph: At Mataura an eight-roomed house was washed away. Numbers of people are marooned in the paper mills and the higher parts of the township. bbox=[771, 342, 943, 369]
paragraph: Sir Rufus Isaacs hotly accused the Marconi Committee of trying him, and protested vehemently against the Isaacs' statement published. He produced Mr. Asquith's letter of August 14, 1911, counselling him not to notice the scurrilous rubbish published by a little-known paper. bbox=[445, 100, 576, 163]
headline-starvation-doctor: THE STARVATION DOCTOR. bbox=[161, 439, 296, 468]
dateline: London, March 29. bbox=[238, 786, 296, 795]
subhead: CHARGE OF MURDER. bbox=[186, 489, 271, 497]
subhead: INSINUATIONS AGAINST MINISTERS. bbox=[464, 217, 557, 234]
subhead: FOUR LADY GAMBLERS. bbox=[464, 736, 557, 744]
dateline: Wellington, Last Night. bbox=[1024, 1169, 1095, 1178]
subhead: TWO MINERS KILLED. bbox=[982, 739, 1066, 747]
